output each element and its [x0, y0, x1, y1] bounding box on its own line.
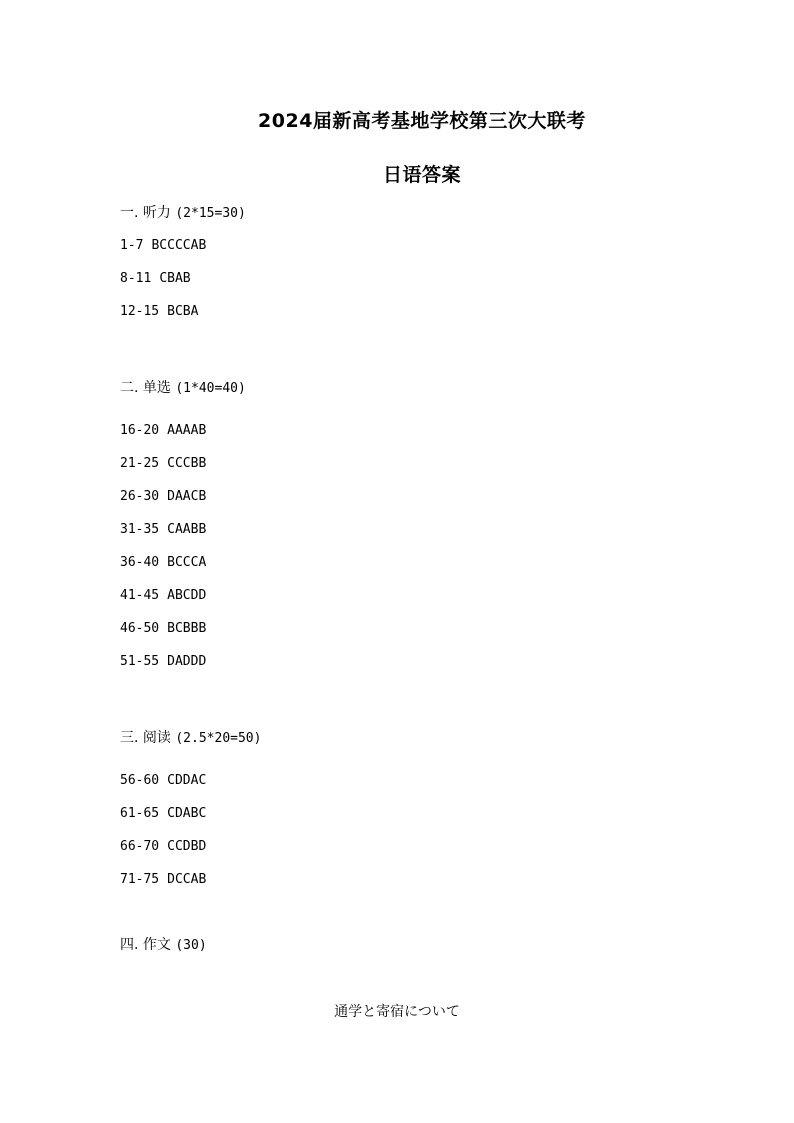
answer-letters: BCBA	[167, 304, 199, 319]
question-range: 51-55	[120, 654, 160, 669]
section-heading-listening	[120, 204, 246, 223]
answer-row	[120, 653, 206, 671]
document-title: 2024届新高考基地学校第三次大联考	[258, 110, 586, 132]
answer-letters: CDABC	[167, 806, 207, 821]
answer-letters: CBAB	[159, 271, 191, 286]
section-score: (2.5*20=50)	[175, 731, 262, 746]
question-range: 56-60	[120, 773, 160, 788]
answer-row	[120, 838, 206, 856]
section-heading-multiple-choice	[120, 379, 246, 398]
answer-row	[120, 805, 206, 823]
answer-row	[120, 237, 206, 255]
answer-letters: DCCAB	[167, 872, 207, 887]
answer-letters: BCCCA	[167, 555, 207, 570]
section-score: (30)	[175, 938, 207, 953]
answer-row	[120, 587, 206, 605]
answer-letters: AAAAB	[167, 423, 207, 438]
answer-letters: BCCCCAB	[151, 238, 207, 253]
section-heading-label: 四. 作文	[120, 937, 171, 953]
question-range: 61-65	[120, 806, 160, 821]
question-range: 41-45	[120, 588, 160, 603]
answer-row	[120, 772, 206, 790]
document-subtitle: 日语答案	[382, 164, 461, 186]
section-heading-reading	[120, 729, 261, 748]
answer-row	[120, 455, 206, 473]
answer-letters: CAABB	[167, 522, 207, 537]
answer-row	[120, 303, 198, 321]
answer-letters: CCDBD	[167, 839, 207, 854]
question-range: 16-20	[120, 423, 160, 438]
answer-row	[120, 488, 206, 506]
question-range: 1-7	[120, 238, 144, 253]
question-range: 21-25	[120, 456, 160, 471]
answer-letters: DAACB	[167, 489, 207, 504]
question-range: 71-75	[120, 872, 160, 887]
answer-letters: ABCDD	[167, 588, 207, 603]
answer-letters: CDDAC	[167, 773, 207, 788]
question-range: 46-50	[120, 621, 160, 636]
answer-row	[120, 871, 206, 889]
answer-letters: BCBBB	[167, 621, 207, 636]
answer-row	[120, 422, 206, 440]
answer-row	[120, 554, 206, 572]
section-score: (1*40=40)	[175, 381, 246, 396]
section-heading-label: 一. 听力	[120, 205, 171, 221]
answer-row	[120, 270, 191, 288]
question-range: 12-15	[120, 304, 160, 319]
question-range: 26-30	[120, 489, 160, 504]
answer-row	[120, 620, 206, 638]
question-range: 31-35	[120, 522, 160, 537]
section-heading-label: 二. 单选	[120, 380, 171, 396]
answer-letters: DADDD	[167, 654, 207, 669]
question-range: 66-70	[120, 839, 160, 854]
section-heading-essay	[120, 936, 207, 955]
question-range: 8-11	[120, 271, 152, 286]
answer-letters: CCCBB	[167, 456, 207, 471]
essay-topic-title: 通学と寄宿について	[334, 1004, 460, 1020]
section-score: (2*15=30)	[175, 206, 246, 221]
question-range: 36-40	[120, 555, 160, 570]
answer-row	[120, 521, 206, 539]
section-heading-label: 三. 阅读	[120, 730, 171, 746]
